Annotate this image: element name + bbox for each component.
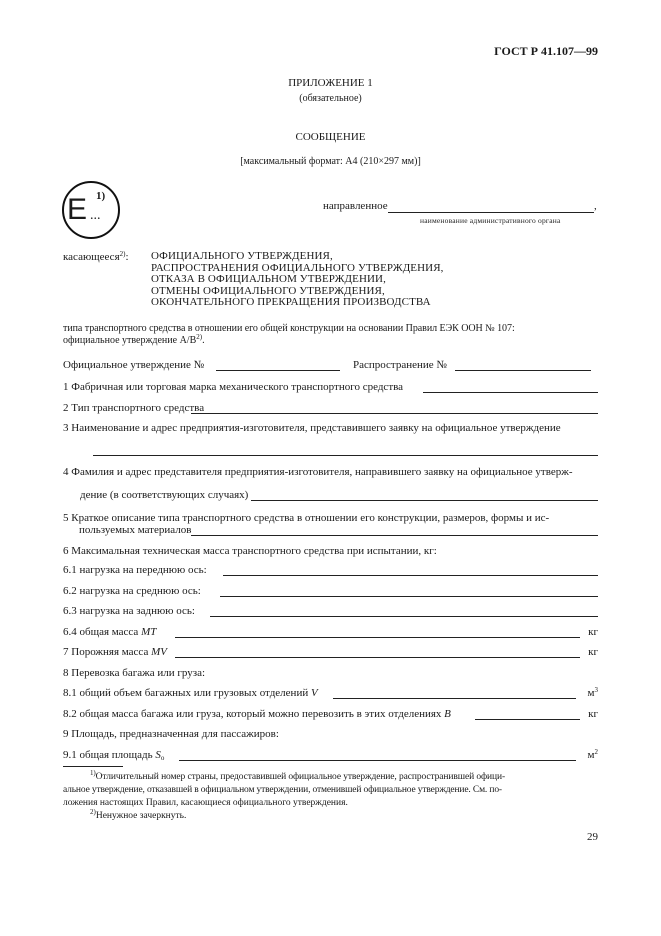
item-9-1-field[interactable] xyxy=(179,760,576,761)
footnote-1-line-2: альное утверждение, отказавшей в официальном утверждении, отменившей официальное утверждение. См. по- xyxy=(63,785,502,795)
item-8-2-row: 8.2 общая масса багажа или груза, который можно перевозить в этих отделениях B кг xyxy=(63,708,598,720)
approval-number-field[interactable] xyxy=(216,370,340,371)
item-3-row: 3 Наименование и адрес предприятия-изготовителя, представившего заявку на официальное утверждение xyxy=(63,422,561,434)
footnote-2: $^{2)}$Ненужное зачеркнуть. xyxy=(90,808,187,821)
item-6-4-field[interactable] xyxy=(175,637,580,638)
item-1-row: 1 Фабричная или торговая марка механического транспортного средства xyxy=(63,381,598,394)
sent-label: направленное xyxy=(323,200,388,212)
item-3-field[interactable] xyxy=(93,455,598,456)
approval-number-row: Официальное утверждение № Распространение № xyxy=(63,359,598,372)
item-4-row: 4 Фамилия и адрес представителя предприятия-изготовителя, направившего заявку на официальное утверж- xyxy=(63,466,573,478)
document-title: СООБЩЕНИЕ xyxy=(295,131,366,143)
item-2-row: 2 Тип транспортного средства xyxy=(63,402,598,415)
mark-letter: E xyxy=(67,193,88,226)
appendix-subtitle: (обязательное) xyxy=(299,93,362,104)
approval-mark-icon xyxy=(60,179,122,241)
concern-list: ОФИЦИАЛЬНОГО УТВЕРЖДЕНИЯ, РАСПРОСТРАНЕНИЯ ОФИЦИАЛЬНОГО УТВЕРЖДЕНИЯ, ОТКАЗА В ОФИЦИАЛЬНОМ УТВЕРЖДЕНИИ, ОТМЕНЫ ОФИЦИАЛЬНОГО УТВЕРЖДЕНИЯ, ОКОНЧАТЕЛЬНОГО ПРЕКРАЩЕНИЯ ПРОИЗВОДСТВА xyxy=(151,250,444,309)
appendix-title: ПРИЛОЖЕНИЕ 1 xyxy=(288,77,373,89)
item-4-field[interactable] xyxy=(251,500,598,501)
item-6-3-field[interactable] xyxy=(210,616,598,617)
standard-code: ГОСТ Р 41.107—99 xyxy=(494,44,598,58)
sent-caption: наименование административного органа xyxy=(420,216,561,225)
item-6-1-row: 6.1 нагрузка на переднюю ось: xyxy=(63,564,598,577)
page-number: 29 xyxy=(587,831,598,843)
item-8-row: 8 Перевозка багажа или груза: xyxy=(63,667,206,679)
footnote-1: $^{1)}$Отличительный номер страны, предоставившей официальное утверждение, распространившей офици- xyxy=(90,769,506,782)
item-8-1-row: 8.1 общий объем багажных или грузовых отделений V $м^3$ xyxy=(63,686,598,699)
intro-line-1: типа транспортного средства в отношении его общей конструкции на основании Правил ЕЭК ООН № 107: xyxy=(63,323,515,334)
format-note: [максимальный формат: А4 (210×297 мм)] xyxy=(240,156,421,167)
item-6-2-field[interactable] xyxy=(220,596,598,597)
concern-label: касающееся$^{2)}$: xyxy=(63,250,129,263)
item-5-row: 5 Краткое описание типа транспортного средства в отношении его конструкции, размеров, формы и ис- xyxy=(63,512,550,524)
item-6-4-row: 6.4 общая масса MT кг xyxy=(63,626,598,638)
intro-line-2: официальное утверждение $А/В^{2)}$. xyxy=(63,333,205,346)
item-9-1-row: 9.1 общая площадь $S_o$ $м^2$ xyxy=(63,748,598,762)
item-8-1-field[interactable] xyxy=(333,698,576,699)
item-5-field[interactable] xyxy=(191,535,598,536)
item-7-row: 7 Порожняя масса MV кг xyxy=(63,646,598,658)
mark-ref: 1) xyxy=(96,190,106,202)
footnote-1-line-3: ложения настоящих Правил, касающиеся официального утверждения. xyxy=(63,798,348,808)
item-7-field[interactable] xyxy=(175,657,580,658)
item-2-field[interactable] xyxy=(191,413,598,414)
item-4b-row: дение (в соответствующих случаях) xyxy=(63,489,598,502)
item-6-1-field[interactable] xyxy=(223,575,598,576)
item-5b-row: пользуемых материалов xyxy=(63,524,598,537)
item-6-2-row: 6.2 нагрузка на среднюю ось: xyxy=(63,585,598,598)
item-9-row: 9 Площадь, предназначенная для пассажиров: xyxy=(63,728,279,740)
extension-number-field[interactable] xyxy=(455,370,591,371)
item-6-row: 6 Максимальная техническая масса транспортного средства при испытании, кг: xyxy=(63,545,437,557)
item-1-field[interactable] xyxy=(423,392,598,393)
sent-field[interactable] xyxy=(388,212,594,213)
item-8-2-field[interactable] xyxy=(475,719,580,720)
item-6-3-row: 6.3 нагрузка на заднюю ось: xyxy=(63,605,598,618)
mark-dots: ... xyxy=(90,208,101,223)
footnote-separator xyxy=(63,766,123,767)
